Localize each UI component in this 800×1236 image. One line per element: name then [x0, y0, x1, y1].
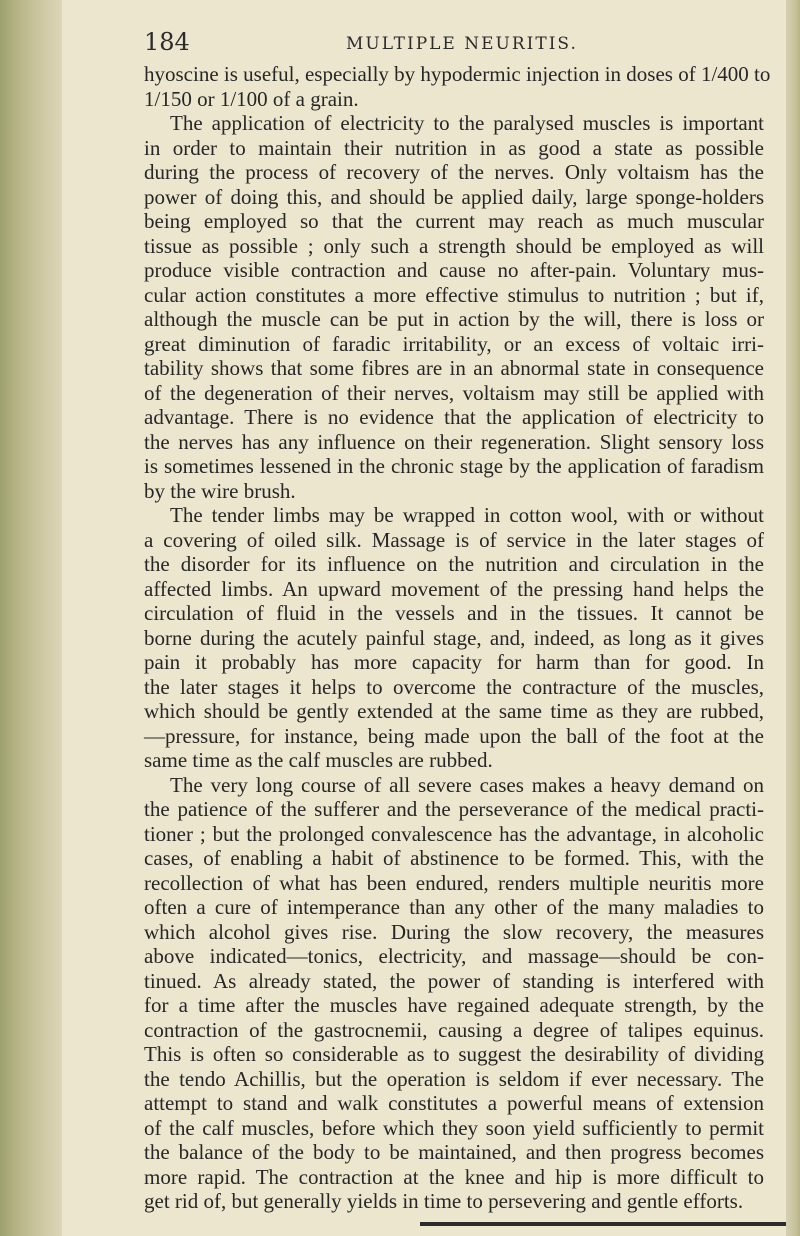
- text-line: the tendo Achillis, but the operation is seldom if ever necessary. The: [144, 1066, 764, 1091]
- paragraph: [144, 503, 764, 773]
- text-line: the disorder for its influence on the nutrition and circulation in the: [144, 552, 764, 576]
- text-line: for a time after the muscles have regained adequate strength, by the: [144, 993, 764, 1017]
- text-line: The tender limbs may be wrapped in cotton wool, with or without: [170, 503, 764, 527]
- text-line: produce visible contraction and cause no after-pain. Voluntary mus-: [144, 258, 764, 282]
- text-line: get rid of, but generally yields in time to persevering and gentle efforts.: [144, 1189, 744, 1213]
- text-line: tability shows that some fibres are in an abnormal state in consequence: [144, 356, 764, 380]
- text-line: attempt to stand and walk constitutes a powerful means of extension: [144, 1091, 764, 1115]
- paragraph: [144, 773, 764, 1214]
- text-line: more rapid. The contraction at the knee and hip is more difficult to: [144, 1164, 764, 1189]
- text-line: being employed so that the current may reach as much muscular: [144, 209, 764, 233]
- text-line: the balance of the body to be maintained, and then progress becomes: [144, 1140, 764, 1164]
- scan-page-edge: [786, 0, 800, 1236]
- text-line: circulation of fluid in the vessels and in the tissues. It cannot be: [144, 601, 764, 625]
- text-line: above indicated—tonics, electricity, and massage—should be con-: [144, 944, 764, 968]
- text-line: borne during the acutely painful stage, and, indeed, as long as it gives: [144, 625, 764, 650]
- bottom-rule: [420, 1222, 786, 1226]
- text-line: hyoscine is useful, especially by hypodermic injection in doses of 1/400 to: [144, 62, 771, 86]
- text-line: during the process of recovery of the nerves. Only voltaism has the: [144, 160, 764, 184]
- text-line: a covering of oiled silk. Massage is of service in the later stages of: [144, 527, 764, 552]
- text-line: of the calf muscles, before which they soon yield sufficiently to permit: [144, 1115, 764, 1140]
- text-line: contraction of the gastrocnemii, causing a degree of talipes equinus.: [144, 1017, 764, 1042]
- text-line: often a cure of intemperance than any other of the many maladies to: [144, 895, 764, 919]
- text-line: by the wire brush.: [144, 478, 296, 503]
- text-line: pain it probably has more capacity for harm than for good. In: [144, 650, 764, 674]
- text-line: is sometimes lessened in the chronic stage by the application of faradism: [144, 454, 764, 478]
- text-line: The application of electricity to the paralysed muscles is important: [170, 111, 764, 135]
- scan-binding-edge: [0, 0, 62, 1236]
- text-line: tinued. As already stated, the power of standing is interfered with: [144, 968, 764, 993]
- text-line: power of doing this, and should be applied daily, large sponge-holders: [144, 184, 764, 209]
- text-line: cular action constitutes a more effective stimulus to nutrition ; but if,: [144, 282, 764, 307]
- text-line: tissue as possible ; only such a strength should be employed as will: [144, 233, 764, 258]
- paragraph: [144, 111, 764, 503]
- text-line: advantage. There is no evidence that the application of electricity to: [144, 405, 764, 429]
- text-line: same time as the calf muscles are rubbed.: [144, 748, 493, 772]
- text-line: although the muscle can be put in action by the will, there is loss or: [144, 307, 764, 331]
- text-line: This is often so considerable as to suggest the desirability of dividing: [144, 1042, 764, 1066]
- running-head: MULTIPLE NEURITIS.: [346, 34, 578, 54]
- page-number: 184: [144, 28, 190, 56]
- text-line: great diminution of faradic irritability, or an excess of voltaic irri-: [144, 331, 764, 356]
- text-line: tioner ; but the prolonged convalescence has the advantage, in alcoholic: [144, 821, 764, 846]
- text-line: which should be gently extended at the same time as they are rubbed,: [144, 699, 764, 723]
- body-text: [144, 62, 771, 1214]
- paragraph: [144, 62, 771, 111]
- text-line: the nerves has any influence on their regeneration. Slight sensory loss: [144, 429, 764, 454]
- text-line: the patience of the sufferer and the perseverance of the medical practi-: [144, 797, 764, 821]
- text-line: cases, of enabling a habit of abstinence to be formed. This, with the: [144, 846, 764, 870]
- text-line: recollection of what has been endured, renders multiple neuritis more: [144, 870, 764, 895]
- text-line: of the degeneration of their nerves, voltaism may still be applied with: [144, 380, 764, 405]
- text-line: which alcohol gives rise. During the slow recovery, the measures: [144, 919, 764, 944]
- text-line: the later stages it helps to overcome the contracture of the muscles,: [144, 674, 764, 699]
- text-line: in order to maintain their nutrition in as good a state as possible: [144, 135, 764, 160]
- text-line: 1/150 or 1/100 of a grain.: [144, 86, 359, 111]
- text-line: —pressure, for instance, being made upon the ball of the foot at the: [144, 723, 764, 748]
- page-header: [0, 28, 800, 58]
- text-line: The very long course of all severe cases makes a heavy demand on: [170, 772, 764, 797]
- text-line: affected limbs. An upward movement of the pressing hand helps the: [144, 576, 764, 601]
